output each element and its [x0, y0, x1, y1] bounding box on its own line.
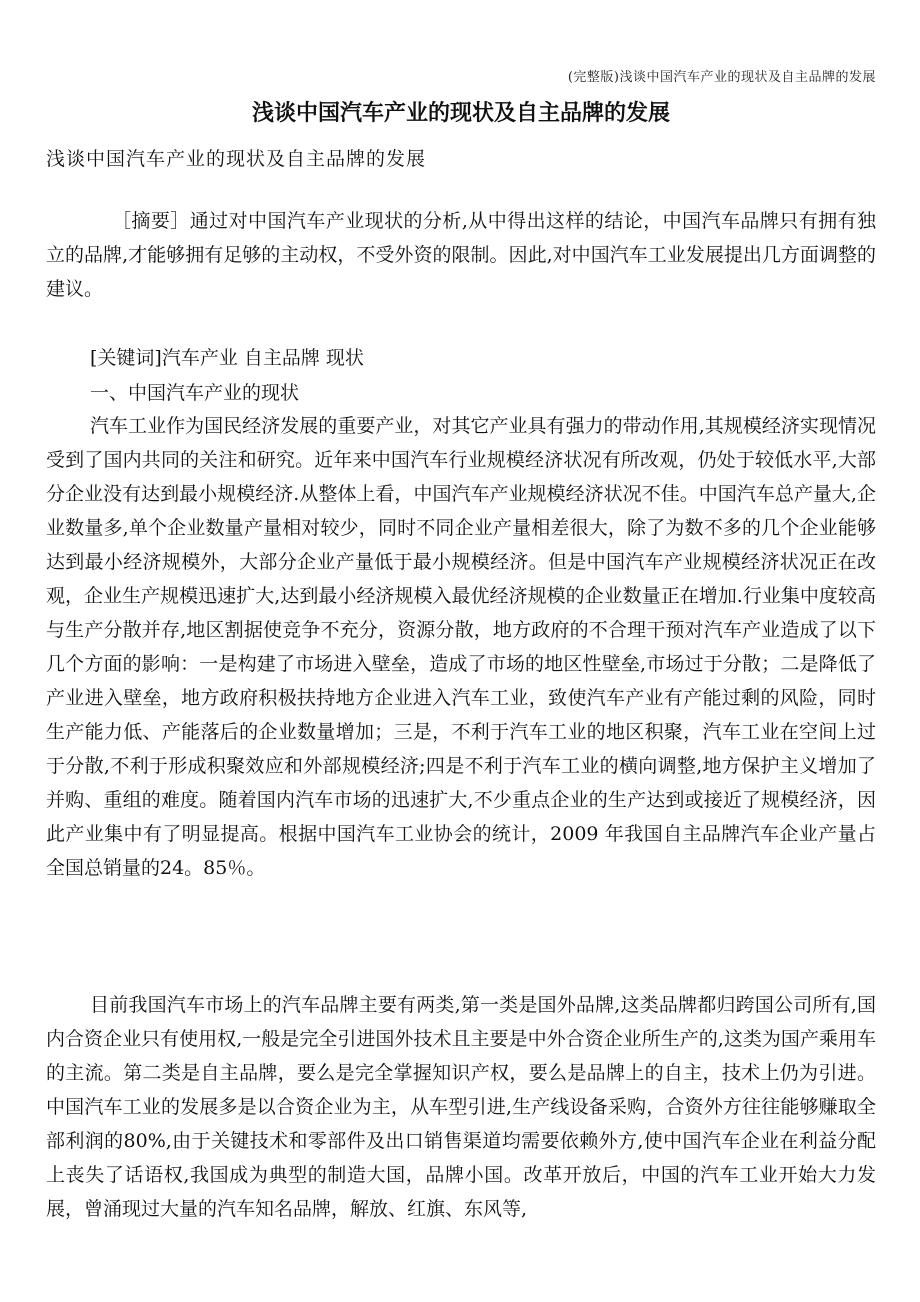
running-header: (完整版)浅谈中国汽车产业的现状及自主品牌的发展 — [567, 70, 876, 85]
keywords-line: [关键词]汽车产业 自主品牌 现状 — [90, 347, 364, 369]
document-title: 浅谈中国汽车产业的现状及自主品牌的发展 — [251, 101, 670, 126]
body-paragraph-1: 汽车工业作为国民经济发展的重要产业，对其它产业具有强力的带动作用,其规模经济实现情况受到了国内共同的关注和研究。近年来中国汽车行业规模经济状况有所改观，仍处于较低水平,大部分企业没有达到最小规模经济.从整体上看，中国汽车产业规模经济状况不佳。中国汽车总产量大,企业数量多,单个企业数量产量相对较少，同时不同企业产量相差很大，除了为数不多的几个企业能够达到最小经济规模外，大部分企业产量低于最小规模经济。但是中国汽车产业规模经济状况正在改观，企业生产规模迅速扩大,达到最小经济规模入最优经济规模的企业数量正在增加.行业集中度较高与生产分散并存,地区割据使竞争不充分，资源分散，地方政府的不合理干预对汽车产业造成了以下几个方面的影响：一是构建了市场进入壁垒，造成了市场的地区性壁垒,市场过于分散；二是降低了产业进入壁垒，地方政府积极扶持地方企业进入汽车工业，致使汽车产业有产能过剩的风险，同时生产能力低、产能落后的企业数量增加；三是，不利于汽车工业的地区积聚，汽车工业在空间上过于分散,不利于形成积聚效应和外部规模经济;四是不利于汽车工业的横向调整,地方保护主义增加了并购、重组的难度。随着国内汽车市场的迅速扩大,不少重点企业的生产达到或接近了规模经济，因此产业集中有了明显提高。根据中国汽车工业协会的统计，2009 年我国自主品牌汽车企业产量占全国总销量的24。85％。 — [46, 415, 876, 879]
section-heading: 一、中国汽车产业的现状 — [90, 382, 300, 404]
document-subtitle: 浅谈中国汽车产业的现状及自主品牌的发展 — [46, 148, 427, 170]
abstract-paragraph: ［摘要］通过对中国汽车产业现状的分析,从中得出这样的结论，中国汽车品牌只有拥有独立的品牌,才能够拥有足够的主动权，不受外资的限制。因此,对中国汽车工业发展提出几方面调整的建议。 — [46, 210, 876, 300]
body-paragraph-2: 目前我国汽车市场上的汽车品牌主要有两类,第一类是国外品牌,这类品牌都归跨国公司所有,国内合资企业只有使用权,一般是完全引进国外技术且主要是中外合资企业所生产的,这类为国产乘用车的主流。第二类是自主品牌，要么是完全掌握知识产权，要么是品牌上的自主，技术上仍为引进。中国汽车工业的发展多是以合资企业为主，从车型引进,生产线设备采购，合资外方往往能够赚取全部利润的80%,由于关键技术和零部件及出口销售渠道均需要依赖外方,使中国汽车企业在利益分配上丧失了话语权,我国成为典型的制造大国，品牌小国。改革开放后，中国的汽车工业开始大力发展，曾涌现过大量的汽车知名品牌，解放、红旗、东风等, — [46, 994, 876, 1220]
